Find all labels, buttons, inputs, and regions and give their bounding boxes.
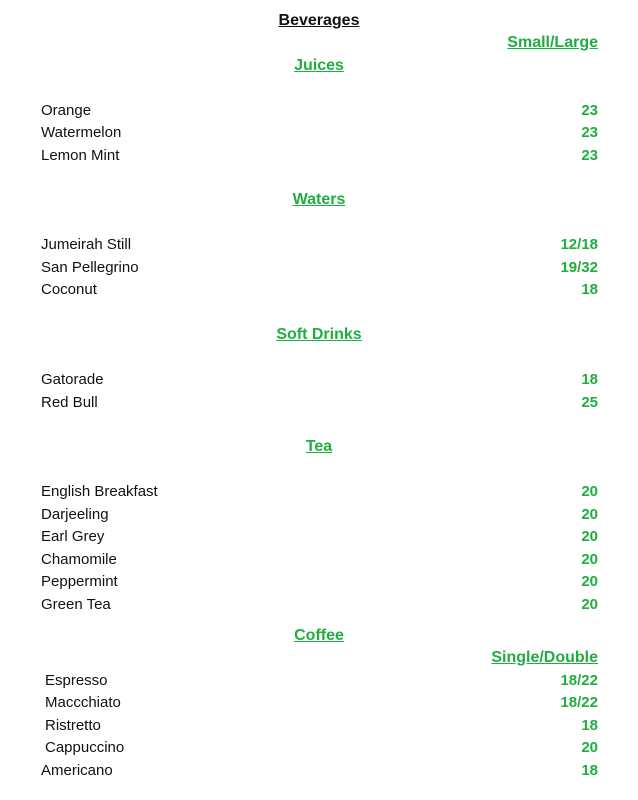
menu-item-name: Lemon Mint xyxy=(41,147,120,164)
menu-item-price: 23 xyxy=(581,124,598,141)
menu-item-price: 19/32 xyxy=(560,259,598,276)
menu-item-price: 12/18 xyxy=(560,236,598,253)
menu-item-name: Espresso xyxy=(45,672,108,689)
menu-item-price: 20 xyxy=(581,739,598,756)
section-heading-waters: Waters xyxy=(292,191,346,208)
section-heading-tea: Tea xyxy=(305,438,333,455)
menu-item-price: 20 xyxy=(581,551,598,568)
menu-item-name: English Breakfast xyxy=(41,483,158,500)
menu-item-price: 18 xyxy=(581,281,598,298)
section-heading-coffee: Coffee xyxy=(294,627,344,644)
menu-item-price: 18 xyxy=(581,717,598,734)
menu-item-name: Ristretto xyxy=(45,717,101,734)
section-heading-soft-drinks: Soft Drinks xyxy=(276,326,362,343)
size-header-small-large: Small/Large xyxy=(507,34,598,51)
section-heading-juices: Juices xyxy=(294,57,344,74)
menu-item-name: Cappuccino xyxy=(45,739,125,756)
menu-item-name: Peppermint xyxy=(41,573,118,590)
menu-item-name: San Pellegrino xyxy=(41,259,139,276)
menu-item-price: 18/22 xyxy=(560,672,598,689)
size-header-single-double: Single/Double xyxy=(491,649,598,666)
page-title: Beverages xyxy=(278,12,360,29)
menu-item-price: 20 xyxy=(581,506,598,523)
menu-item-name: Orange xyxy=(41,102,92,119)
menu-item-name: Watermelon xyxy=(41,124,122,141)
menu-item-price: 20 xyxy=(581,483,598,500)
menu-item-name: Chamomile xyxy=(41,551,117,568)
menu-item-name: Jumeirah Still xyxy=(41,236,132,253)
menu-item-name: Gatorade xyxy=(41,371,104,388)
menu-item-price: 23 xyxy=(581,102,598,119)
menu-item-price: 20 xyxy=(581,573,598,590)
menu-item-price: 18/22 xyxy=(560,694,598,711)
menu-item-name: Americano xyxy=(41,762,113,779)
menu-item-name: Green Tea xyxy=(41,596,111,613)
menu-item-name: Darjeeling xyxy=(41,506,109,523)
menu-item-name: Coconut xyxy=(41,281,97,298)
menu-item-name: Maccchiato xyxy=(45,694,121,711)
menu-item-price: 20 xyxy=(581,596,598,613)
menu-item-price: 23 xyxy=(581,147,598,164)
menu-item-price: 20 xyxy=(581,528,598,545)
menu-item-price: 25 xyxy=(581,394,598,411)
menu-item-name: Earl Grey xyxy=(41,528,105,545)
menu-item-name: Red Bull xyxy=(41,394,98,411)
menu-item-price: 18 xyxy=(581,762,598,779)
menu-item-price: 18 xyxy=(581,371,598,388)
